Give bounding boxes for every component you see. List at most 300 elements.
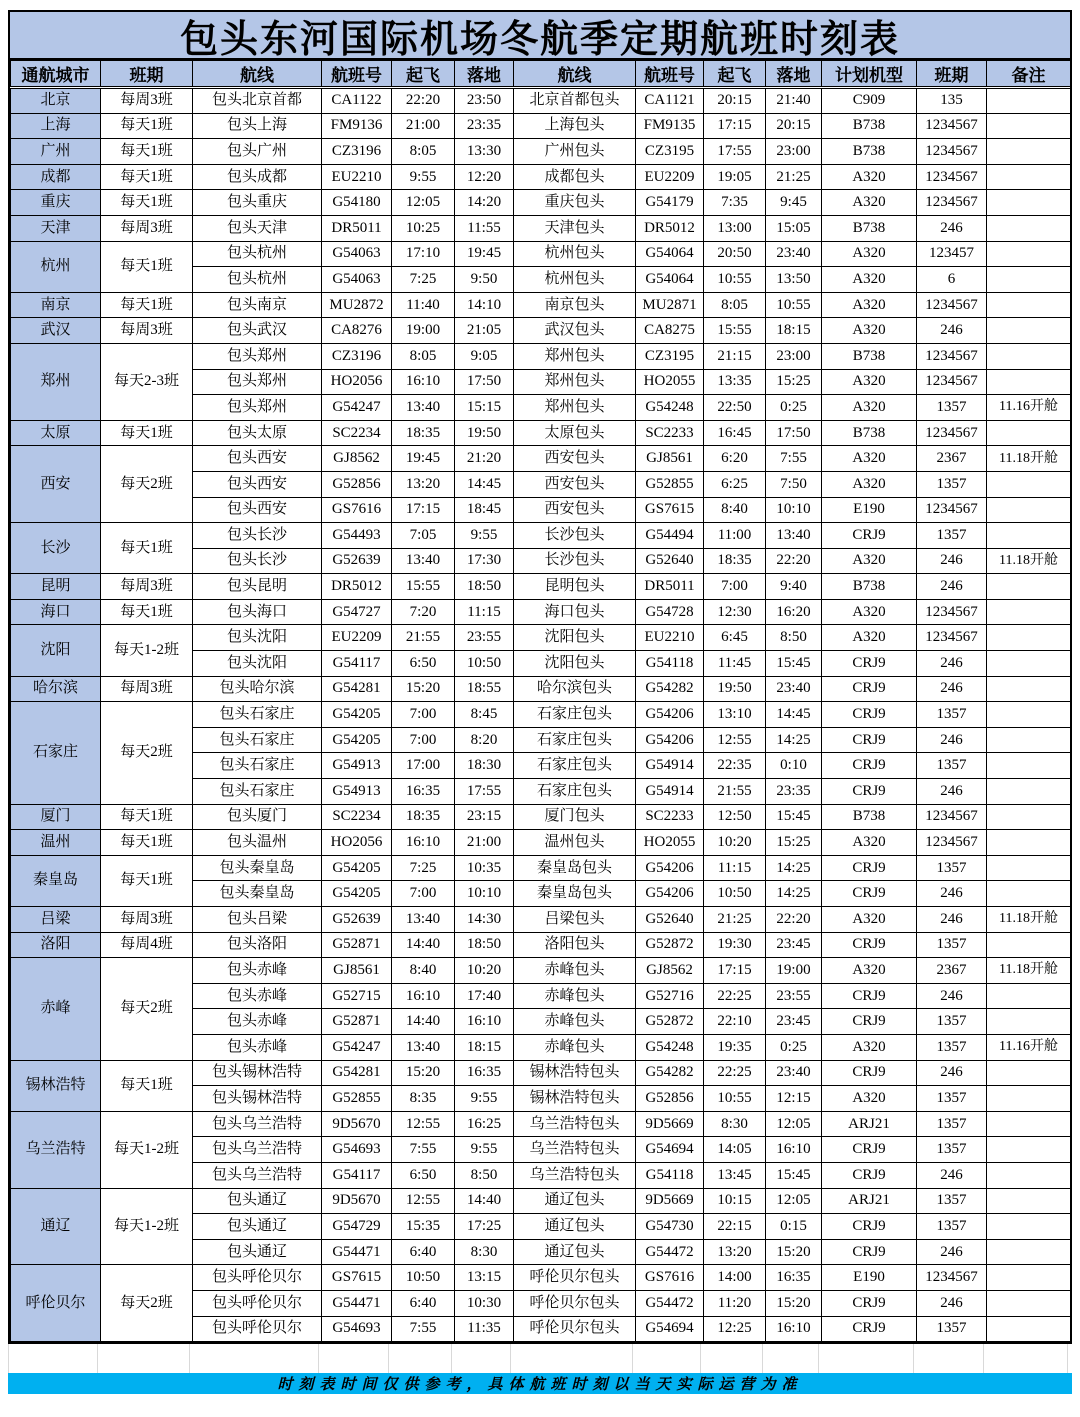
route-ret-cell: 通辽包头 [514, 1214, 636, 1240]
dep-ret-cell: 21:25 [704, 907, 766, 933]
flight-no-out-cell: G54493 [322, 523, 392, 549]
flight-no-ret-cell: HO2055 [636, 830, 704, 856]
remark-cell [987, 1111, 1071, 1137]
arr-ret-cell: 13:40 [766, 523, 822, 549]
arr-out-cell: 14:30 [455, 907, 514, 933]
dep-ret-cell: 17:15 [704, 958, 766, 984]
schedule-cell: 每天2班 [101, 446, 193, 523]
arr-ret-cell: 16:20 [766, 599, 822, 625]
arr-ret-cell: 15:25 [766, 830, 822, 856]
arr-out-cell: 18:30 [455, 753, 514, 779]
remark-cell [987, 625, 1071, 651]
remark-cell [987, 113, 1071, 139]
col-header-flight-no-out: 航班号 [322, 61, 392, 88]
arr-ret-cell: 12:15 [766, 1086, 822, 1112]
flight-no-ret-cell: G54064 [636, 267, 704, 293]
aircraft-cell: A320 [822, 958, 917, 984]
remark-cell [987, 932, 1071, 958]
route-ret-cell: 石家庄包头 [514, 779, 636, 805]
route-ret-cell: 沈阳包头 [514, 625, 636, 651]
route-out-cell: 包头锡林浩特 [193, 1060, 322, 1086]
flight-no-out-cell: 9D5670 [322, 1188, 392, 1214]
arr-ret-cell: 14:25 [766, 881, 822, 907]
flight-no-ret-cell: G54694 [636, 1137, 704, 1163]
arr-ret-cell: 23:45 [766, 1009, 822, 1035]
days-cell: 246 [917, 1060, 987, 1086]
route-ret-cell: 乌兰浩特包头 [514, 1162, 636, 1188]
dep-ret-cell: 21:55 [704, 779, 766, 805]
flight-no-out-cell: EU2209 [322, 625, 392, 651]
route-ret-cell: 西安包头 [514, 471, 636, 497]
dep-ret-cell: 22:15 [704, 1214, 766, 1240]
route-out-cell: 包头厦门 [193, 804, 322, 830]
arr-out-cell: 12:20 [455, 164, 514, 190]
dep-out-cell: 14:40 [392, 1009, 455, 1035]
arr-out-cell: 10:35 [455, 855, 514, 881]
remark-cell [987, 1162, 1071, 1188]
days-cell: 1234567 [917, 497, 987, 523]
dep-ret-cell: 17:55 [704, 139, 766, 165]
arr-out-cell: 11:55 [455, 215, 514, 241]
arr-out-cell: 18:15 [455, 1034, 514, 1060]
dep-ret-cell: 19:05 [704, 164, 766, 190]
flight-no-ret-cell: 9D5669 [636, 1188, 704, 1214]
dep-ret-cell: 18:35 [704, 548, 766, 574]
aircraft-cell: A320 [822, 395, 917, 421]
arr-out-cell: 8:50 [455, 1162, 514, 1188]
route-out-cell: 包头昆明 [193, 574, 322, 600]
dep-ret-cell: 6:25 [704, 471, 766, 497]
dep-ret-cell: 11:20 [704, 1290, 766, 1316]
city-cell: 成都 [11, 164, 101, 190]
remark-cell [987, 1239, 1071, 1265]
flight-no-ret-cell: G54248 [636, 1034, 704, 1060]
arr-ret-cell: 23:55 [766, 983, 822, 1009]
route-out-cell: 包头通辽 [193, 1239, 322, 1265]
dep-ret-cell: 22:25 [704, 983, 766, 1009]
footer-note: 时刻表时间仅供参考，具体航班时刻以当天实际运营为准 [8, 1373, 1072, 1394]
aircraft-cell: A320 [822, 318, 917, 344]
aircraft-cell: CRJ9 [822, 753, 917, 779]
flight-row [11, 1060, 1071, 1086]
route-ret-cell: 杭州包头 [514, 267, 636, 293]
flight-no-out-cell: G54471 [322, 1239, 392, 1265]
schedule-cell: 每天1班 [101, 830, 193, 856]
arr-out-cell: 9:05 [455, 343, 514, 369]
route-ret-cell: 哈尔滨包头 [514, 676, 636, 702]
route-ret-cell: 呼伦贝尔包头 [514, 1290, 636, 1316]
header-row [11, 61, 1071, 88]
arr-out-cell: 19:50 [455, 420, 514, 446]
dep-out-cell: 7:25 [392, 855, 455, 881]
city-cell: 呼伦贝尔 [11, 1265, 101, 1342]
dep-out-cell: 7:20 [392, 599, 455, 625]
arr-out-cell: 10:20 [455, 958, 514, 984]
flight-no-out-cell: G54693 [322, 1137, 392, 1163]
dep-ret-cell: 22:35 [704, 753, 766, 779]
route-ret-cell: 石家庄包头 [514, 702, 636, 728]
flight-no-out-cell: G54471 [322, 1290, 392, 1316]
aircraft-cell: CRJ9 [822, 855, 917, 881]
remark-cell: 11.18开舱 [987, 907, 1071, 933]
days-cell: 1234567 [917, 292, 987, 318]
schedule-cell: 每天1-2班 [101, 1111, 193, 1188]
dep-ret-cell: 17:15 [704, 113, 766, 139]
remark-cell: 11.18开舱 [987, 548, 1071, 574]
days-cell: 246 [917, 983, 987, 1009]
days-cell: 1357 [917, 753, 987, 779]
remark-cell: 11.16开舱 [987, 395, 1071, 421]
aircraft-cell: A320 [822, 292, 917, 318]
days-cell: 1234567 [917, 113, 987, 139]
route-out-cell: 包头杭州 [193, 267, 322, 293]
arr-ret-cell: 7:55 [766, 446, 822, 472]
aircraft-cell: A320 [822, 1034, 917, 1060]
aircraft-cell: B738 [822, 113, 917, 139]
schedule-cell: 每天1班 [101, 1060, 193, 1111]
col-header-arr-out: 落地 [455, 61, 514, 88]
route-out-cell: 包头锡林浩特 [193, 1086, 322, 1112]
arr-ret-cell: 14:45 [766, 702, 822, 728]
flight-row [11, 139, 1071, 165]
route-ret-cell: 上海包头 [514, 113, 636, 139]
remark-cell [987, 139, 1071, 165]
dep-out-cell: 9:55 [392, 164, 455, 190]
flight-row [11, 932, 1071, 958]
aircraft-cell: A320 [822, 599, 917, 625]
schedule-cell: 每天1班 [101, 420, 193, 446]
flight-no-ret-cell: G54206 [636, 702, 704, 728]
arr-out-cell: 10:50 [455, 651, 514, 677]
route-ret-cell: 吕梁包头 [514, 907, 636, 933]
remark-cell [987, 420, 1071, 446]
route-out-cell: 包头赤峰 [193, 1009, 322, 1035]
arr-ret-cell: 12:05 [766, 1188, 822, 1214]
dep-out-cell: 16:10 [392, 830, 455, 856]
remark-cell [987, 1290, 1071, 1316]
days-cell: 1234567 [917, 625, 987, 651]
aircraft-cell: CRJ9 [822, 881, 917, 907]
aircraft-cell: CRJ9 [822, 779, 917, 805]
days-cell: 1357 [917, 1034, 987, 1060]
arr-out-cell: 9:50 [455, 267, 514, 293]
route-ret-cell: 赤峰包头 [514, 1009, 636, 1035]
flight-no-ret-cell: G54248 [636, 395, 704, 421]
dep-ret-cell: 6:20 [704, 446, 766, 472]
arr-out-cell: 17:40 [455, 983, 514, 1009]
days-cell: 246 [917, 651, 987, 677]
arr-ret-cell: 23:35 [766, 779, 822, 805]
route-out-cell: 包头乌兰浩特 [193, 1162, 322, 1188]
city-cell: 吕梁 [11, 907, 101, 933]
dep-ret-cell: 12:50 [704, 804, 766, 830]
dep-ret-cell: 12:30 [704, 599, 766, 625]
dep-out-cell: 13:40 [392, 907, 455, 933]
days-cell: 246 [917, 215, 987, 241]
flight-no-ret-cell: EU2209 [636, 164, 704, 190]
route-out-cell: 包头吕梁 [193, 907, 322, 933]
schedule-cell: 每天1班 [101, 804, 193, 830]
dep-ret-cell: 8:05 [704, 292, 766, 318]
col-header-route-out: 航线 [193, 61, 322, 88]
route-ret-cell: 郑州包头 [514, 369, 636, 395]
dep-out-cell: 8:40 [392, 958, 455, 984]
dep-ret-cell: 7:00 [704, 574, 766, 600]
dep-ret-cell: 20:15 [704, 88, 766, 114]
flight-row [11, 215, 1071, 241]
dep-out-cell: 17:15 [392, 497, 455, 523]
aircraft-cell: CRJ9 [822, 932, 917, 958]
arr-ret-cell: 23:00 [766, 343, 822, 369]
flight-no-ret-cell: G54206 [636, 881, 704, 907]
schedule-cell: 每周4班 [101, 932, 193, 958]
days-cell: 1234567 [917, 830, 987, 856]
days-cell: 1357 [917, 523, 987, 549]
route-out-cell: 包头哈尔滨 [193, 676, 322, 702]
arr-ret-cell: 16:10 [766, 1137, 822, 1163]
remark-cell [987, 1086, 1071, 1112]
route-ret-cell: 石家庄包头 [514, 753, 636, 779]
remark-cell [987, 676, 1071, 702]
flight-no-out-cell: GJ8561 [322, 958, 392, 984]
dep-ret-cell: 8:40 [704, 497, 766, 523]
route-ret-cell: 长沙包头 [514, 548, 636, 574]
route-out-cell: 包头太原 [193, 420, 322, 446]
remark-cell [987, 804, 1071, 830]
flight-row [11, 625, 1071, 651]
schedule-cell: 每天1-2班 [101, 1188, 193, 1265]
remark-cell: 11.16开舱 [987, 1034, 1071, 1060]
aircraft-cell: A320 [822, 830, 917, 856]
schedule-cell: 每天1班 [101, 523, 193, 574]
flight-no-out-cell: G54117 [322, 651, 392, 677]
days-cell: 1357 [917, 932, 987, 958]
route-ret-cell: 郑州包头 [514, 395, 636, 421]
schedule-cell: 每天1班 [101, 599, 193, 625]
flight-no-out-cell: MU2872 [322, 292, 392, 318]
dep-ret-cell: 10:50 [704, 881, 766, 907]
flight-no-out-cell: FM9136 [322, 113, 392, 139]
arr-out-cell: 21:05 [455, 318, 514, 344]
flight-no-out-cell: GS7615 [322, 1265, 392, 1291]
flight-no-out-cell: DR5011 [322, 215, 392, 241]
route-out-cell: 包头北京首都 [193, 88, 322, 114]
dep-out-cell: 16:35 [392, 779, 455, 805]
days-cell: 246 [917, 548, 987, 574]
flight-no-ret-cell: GJ8561 [636, 446, 704, 472]
col-header-aircraft: 计划机型 [822, 61, 917, 88]
flight-no-ret-cell: 9D5669 [636, 1111, 704, 1137]
flight-no-out-cell: G54063 [322, 241, 392, 267]
days-cell: 135 [917, 88, 987, 114]
days-cell: 246 [917, 1290, 987, 1316]
route-out-cell: 包头通辽 [193, 1214, 322, 1240]
flight-row [11, 190, 1071, 216]
flight-no-ret-cell: G54730 [636, 1214, 704, 1240]
days-cell: 1234567 [917, 190, 987, 216]
remark-cell [987, 1214, 1071, 1240]
flight-no-out-cell: G52639 [322, 548, 392, 574]
city-cell: 通辽 [11, 1188, 101, 1265]
schedule-cell: 每周3班 [101, 88, 193, 114]
flight-no-ret-cell: GJ8562 [636, 958, 704, 984]
days-cell: 1357 [917, 1086, 987, 1112]
flight-no-out-cell: G54117 [322, 1162, 392, 1188]
arr-ret-cell: 15:45 [766, 651, 822, 677]
timetable-frame [8, 10, 1072, 1344]
schedule-cell: 每周3班 [101, 318, 193, 344]
days-cell: 246 [917, 676, 987, 702]
dep-out-cell: 18:35 [392, 804, 455, 830]
aircraft-cell: B738 [822, 215, 917, 241]
arr-ret-cell: 13:50 [766, 267, 822, 293]
arr-out-cell: 10:30 [455, 1290, 514, 1316]
dep-out-cell: 15:35 [392, 1214, 455, 1240]
city-cell: 天津 [11, 215, 101, 241]
flight-no-ret-cell: CA8275 [636, 318, 704, 344]
arr-out-cell: 10:10 [455, 881, 514, 907]
aircraft-cell: CRJ9 [822, 1137, 917, 1163]
route-out-cell: 包头西安 [193, 446, 322, 472]
dep-ret-cell: 15:55 [704, 318, 766, 344]
schedule-cell: 每天2班 [101, 958, 193, 1060]
days-cell: 2367 [917, 446, 987, 472]
aircraft-cell: CRJ9 [822, 1060, 917, 1086]
flight-no-out-cell: GS7616 [322, 497, 392, 523]
dep-ret-cell: 12:25 [704, 1316, 766, 1342]
dep-out-cell: 8:05 [392, 343, 455, 369]
arr-ret-cell: 23:40 [766, 676, 822, 702]
col-header-arr-ret: 落地 [766, 61, 822, 88]
dep-out-cell: 6:40 [392, 1239, 455, 1265]
dep-out-cell: 7:05 [392, 523, 455, 549]
flight-no-ret-cell: DR5012 [636, 215, 704, 241]
city-cell: 赤峰 [11, 958, 101, 1060]
dep-ret-cell: 22:10 [704, 1009, 766, 1035]
route-ret-cell: 南京包头 [514, 292, 636, 318]
dep-out-cell: 13:40 [392, 548, 455, 574]
remark-cell [987, 1316, 1071, 1342]
flight-no-ret-cell: G54118 [636, 1162, 704, 1188]
remark-cell [987, 88, 1071, 114]
dep-out-cell: 21:00 [392, 113, 455, 139]
flight-row [11, 702, 1071, 728]
remark-cell: 11.18开舱 [987, 958, 1071, 984]
route-ret-cell: 呼伦贝尔包头 [514, 1316, 636, 1342]
aircraft-cell: ARJ21 [822, 1111, 917, 1137]
dep-out-cell: 7:00 [392, 727, 455, 753]
arr-ret-cell: 21:40 [766, 88, 822, 114]
dep-ret-cell: 21:15 [704, 343, 766, 369]
route-out-cell: 包头乌兰浩特 [193, 1111, 322, 1137]
dep-out-cell: 14:40 [392, 932, 455, 958]
remark-cell [987, 1060, 1071, 1086]
schedule-cell: 每周3班 [101, 676, 193, 702]
flight-row [11, 292, 1071, 318]
aircraft-cell: A320 [822, 1086, 917, 1112]
arr-ret-cell: 16:10 [766, 1316, 822, 1342]
schedule-cell: 每天2班 [101, 702, 193, 804]
dep-ret-cell: 12:55 [704, 727, 766, 753]
arr-ret-cell: 22:20 [766, 907, 822, 933]
arr-out-cell: 19:45 [455, 241, 514, 267]
remark-cell [987, 881, 1071, 907]
aircraft-cell: CRJ9 [822, 676, 917, 702]
dep-ret-cell: 22:50 [704, 395, 766, 421]
aircraft-cell: ARJ21 [822, 1188, 917, 1214]
dep-out-cell: 16:10 [392, 369, 455, 395]
col-header-dep-out: 起飞 [392, 61, 455, 88]
aircraft-cell: CRJ9 [822, 523, 917, 549]
flight-row [11, 241, 1071, 267]
city-cell: 锡林浩特 [11, 1060, 101, 1111]
flight-no-ret-cell: G54282 [636, 676, 704, 702]
aircraft-cell: A320 [822, 164, 917, 190]
flight-no-ret-cell: G52856 [636, 1086, 704, 1112]
city-cell: 西安 [11, 446, 101, 523]
arr-out-cell: 23:15 [455, 804, 514, 830]
flight-row [11, 1111, 1071, 1137]
aircraft-cell: A320 [822, 267, 917, 293]
flight-no-out-cell: HO2056 [322, 830, 392, 856]
arr-out-cell: 23:50 [455, 88, 514, 114]
schedule-cell: 每天1班 [101, 292, 193, 318]
schedule-cell: 每天1班 [101, 855, 193, 906]
flight-no-out-cell: G54693 [322, 1316, 392, 1342]
aircraft-cell: A320 [822, 446, 917, 472]
route-ret-cell: 洛阳包头 [514, 932, 636, 958]
aircraft-cell: A320 [822, 471, 917, 497]
route-ret-cell: 北京首都包头 [514, 88, 636, 114]
flight-no-out-cell: G52871 [322, 1009, 392, 1035]
route-ret-cell: 秦皇岛包头 [514, 881, 636, 907]
city-cell: 太原 [11, 420, 101, 446]
flight-no-out-cell: HO2056 [322, 369, 392, 395]
days-cell: 1357 [917, 1009, 987, 1035]
aircraft-cell: CRJ9 [822, 1239, 917, 1265]
route-ret-cell: 呼伦贝尔包头 [514, 1265, 636, 1291]
dep-ret-cell: 11:00 [704, 523, 766, 549]
route-out-cell: 包头南京 [193, 292, 322, 318]
aircraft-cell: CRJ9 [822, 1214, 917, 1240]
arr-ret-cell: 8:50 [766, 625, 822, 651]
empty-gridline-row [8, 1344, 1072, 1373]
dep-out-cell: 16:10 [392, 983, 455, 1009]
route-ret-cell: 成都包头 [514, 164, 636, 190]
flight-no-ret-cell: G54728 [636, 599, 704, 625]
arr-ret-cell: 0:25 [766, 1034, 822, 1060]
route-out-cell: 包头武汉 [193, 318, 322, 344]
arr-out-cell: 18:45 [455, 497, 514, 523]
arr-ret-cell: 23:45 [766, 932, 822, 958]
route-out-cell: 包头呼伦贝尔 [193, 1265, 322, 1291]
dep-out-cell: 19:00 [392, 318, 455, 344]
aircraft-cell: CRJ9 [822, 727, 917, 753]
city-cell: 武汉 [11, 318, 101, 344]
dep-out-cell: 10:25 [392, 215, 455, 241]
city-cell: 温州 [11, 830, 101, 856]
dep-out-cell: 11:40 [392, 292, 455, 318]
dep-ret-cell: 13:35 [704, 369, 766, 395]
flight-table [10, 60, 1071, 1342]
dep-out-cell: 13:20 [392, 471, 455, 497]
flight-no-ret-cell: G54494 [636, 523, 704, 549]
remark-cell [987, 523, 1071, 549]
remark-cell [987, 779, 1071, 805]
flight-no-out-cell: G54913 [322, 753, 392, 779]
dep-out-cell: 17:00 [392, 753, 455, 779]
route-ret-cell: 石家庄包头 [514, 727, 636, 753]
